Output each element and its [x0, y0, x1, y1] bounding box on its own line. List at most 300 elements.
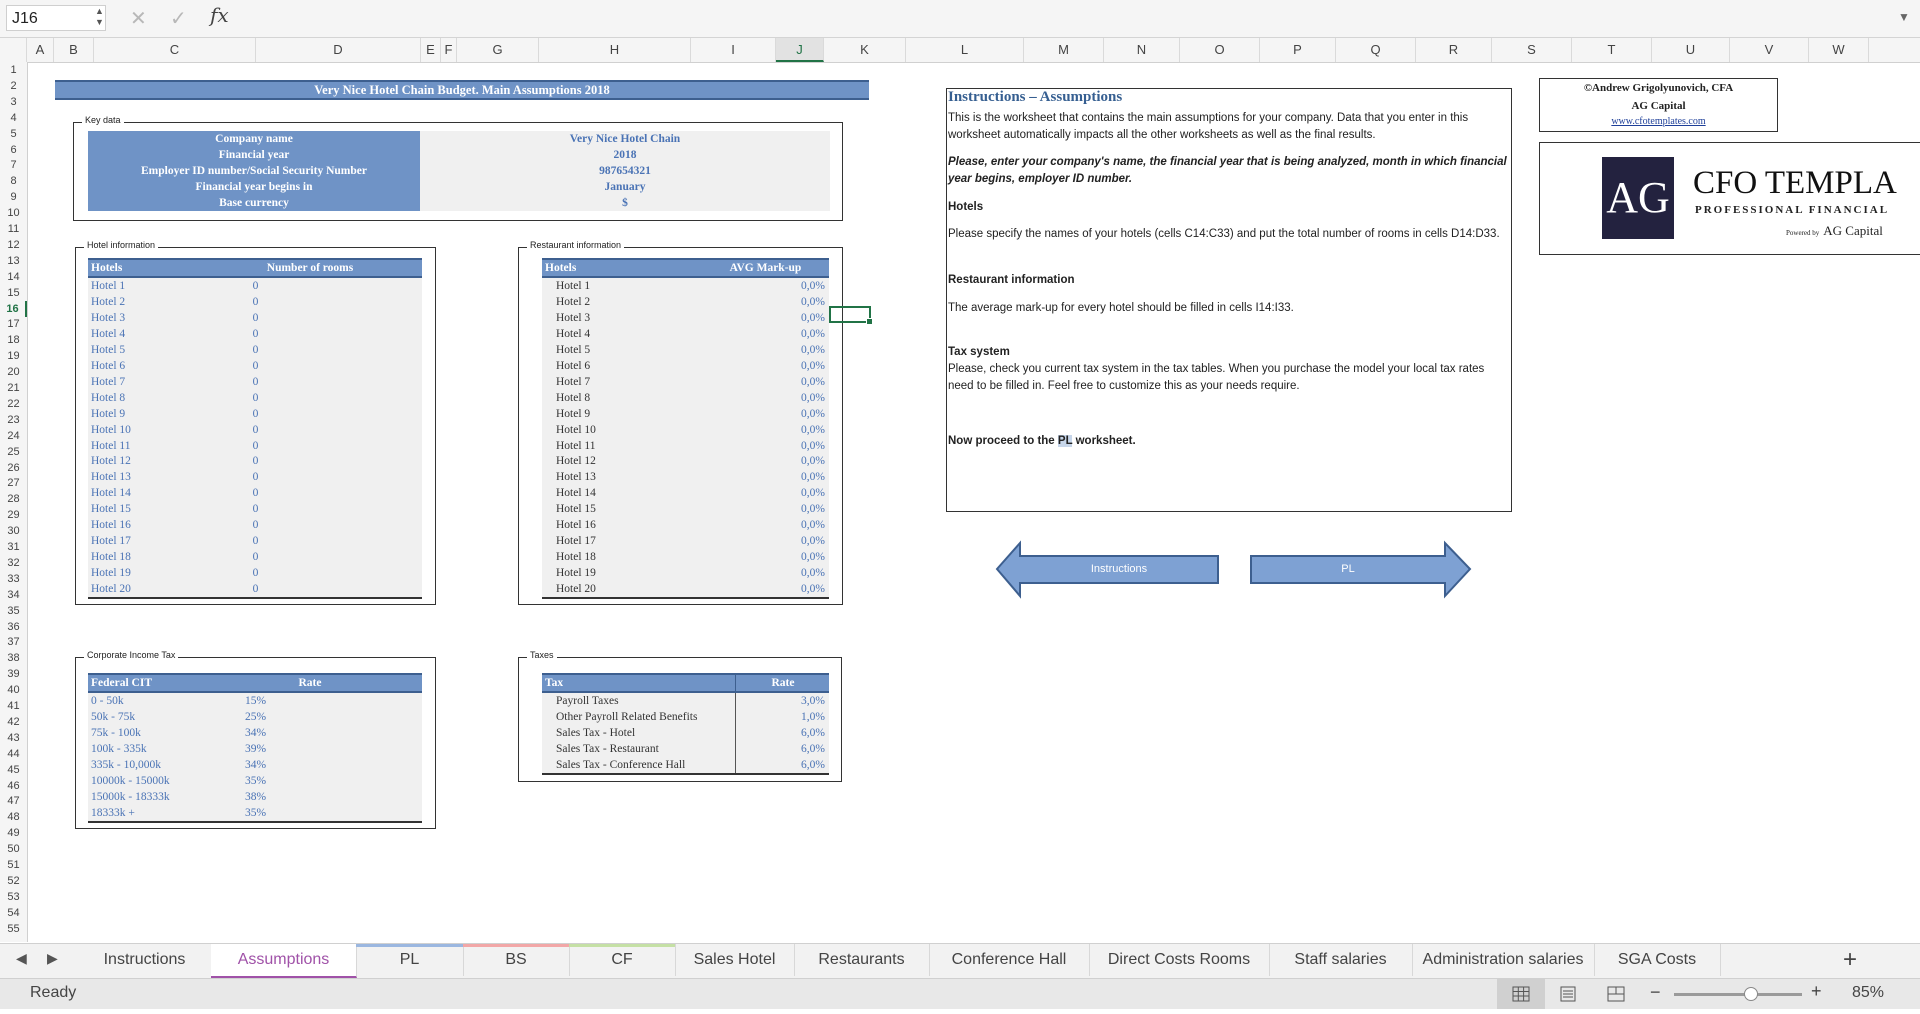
table-cell-name[interactable]: Hotel 18 — [556, 551, 596, 564]
table-cell-value[interactable]: 0,0% — [801, 423, 825, 436]
corporate-tax-label: Corporate Income Tax — [84, 650, 178, 660]
tax-text: Please, check you current tax system in the tax tables. When you purchase the model your local tax rates need to be filled in. Feel free to customize this as your needs require. — [948, 363, 1485, 392]
table-cell-name[interactable]: 15000k - 18333k — [91, 790, 170, 803]
hotel-info-header-row — [88, 258, 422, 278]
row-header-4[interactable]: 4 — [10, 111, 17, 124]
table-cell-value[interactable]: 0 — [252, 487, 259, 500]
table-cell-name[interactable]: Hotel 5 — [91, 343, 126, 356]
table-cell-divider — [735, 741, 736, 757]
table-cell-value[interactable]: 0 — [252, 375, 259, 388]
key-data-value-cell[interactable]: 987654321 — [420, 163, 830, 179]
table-cell-name[interactable]: 335k - 10,000k — [91, 758, 161, 771]
row-header-30[interactable]: 30 — [7, 525, 20, 538]
table-cell-value[interactable]: 0 — [252, 423, 259, 436]
column-header-u[interactable]: U — [1652, 38, 1730, 62]
zoom-slider-thumb[interactable] — [1744, 987, 1758, 1001]
table-cell-value[interactable]: 0 — [252, 295, 259, 308]
table-cell-name[interactable]: Hotel 12 — [556, 455, 596, 468]
row-header-10[interactable]: 10 — [7, 207, 20, 220]
table-row — [542, 358, 829, 374]
table-cell-value[interactable]: 0 — [252, 471, 259, 484]
table-row — [542, 757, 829, 773]
row-header-1[interactable]: 1 — [10, 64, 17, 76]
column-header-f[interactable]: F — [441, 38, 457, 62]
table-cell-value[interactable]: 0 — [252, 455, 259, 468]
key-data-table — [88, 131, 830, 211]
table-cell-name[interactable]: Hotel 19 — [91, 567, 131, 580]
row-header-50[interactable]: 50 — [7, 843, 20, 856]
table-cell-name[interactable]: Hotel 19 — [556, 567, 596, 580]
table-cell-name[interactable]: Hotel 3 — [91, 311, 126, 324]
row-header-6[interactable]: 6 — [10, 143, 17, 156]
table-cell-name[interactable]: Hotel 20 — [91, 583, 131, 596]
table-cell-value[interactable]: 6,0% — [801, 758, 825, 771]
key-data-value-cell[interactable]: January — [420, 179, 830, 195]
column-header-d[interactable]: D — [256, 38, 421, 62]
row-header-41[interactable]: 41 — [7, 700, 20, 712]
table-cell-value[interactable]: 1,0% — [801, 710, 825, 723]
table-cell-value[interactable]: 0,0% — [801, 280, 825, 292]
column-header-t[interactable]: T — [1572, 38, 1652, 62]
sheet-tab-conference-hall[interactable] — [929, 944, 1090, 976]
sheet-tab-pl[interactable] — [356, 944, 464, 976]
key-data-value-cell[interactable]: $ — [420, 195, 830, 211]
table-cell-value[interactable]: 0 — [252, 407, 259, 420]
table-row — [542, 294, 829, 310]
row-header-52[interactable]: 52 — [7, 874, 20, 887]
table-cell-name[interactable]: 100k - 335k — [91, 742, 147, 755]
row-header-46[interactable]: 46 — [7, 779, 20, 792]
corporate-tax-header-col2: Rate — [298, 677, 322, 689]
table-row — [542, 326, 829, 342]
function-icon[interactable]: fx — [210, 3, 229, 27]
pl-nav-button[interactable]: PL — [1341, 563, 1355, 575]
row-header-8[interactable]: 8 — [10, 175, 17, 188]
column-header-a[interactable]: A — [27, 38, 54, 62]
row-header-42[interactable]: 42 — [7, 715, 20, 728]
row-header-9[interactable]: 9 — [10, 191, 17, 204]
column-headers — [0, 38, 1920, 63]
row-header-44[interactable]: 44 — [7, 747, 20, 760]
powered-prefix: Powered by — [1786, 229, 1820, 237]
table-row — [542, 533, 829, 549]
restaurant-text: The average mark-up for every hotel should be filled in cells I14:I33. — [948, 302, 1294, 314]
row-header-11[interactable]: 11 — [7, 223, 20, 235]
sheet-tab-label: Conference Hall — [951, 951, 1067, 968]
table-cell-value[interactable]: 3,0% — [801, 695, 825, 707]
row-header-5[interactable]: 5 — [10, 127, 17, 140]
selected-cell[interactable] — [829, 306, 871, 323]
row-header-49[interactable]: 49 — [7, 827, 20, 840]
page-layout-view-icon[interactable] — [1553, 979, 1583, 1009]
column-header-i[interactable]: I — [691, 38, 776, 62]
table-cell-name[interactable]: Hotel 12 — [91, 455, 131, 468]
next-sheet-icon[interactable]: ▶ — [47, 950, 58, 966]
sheet-tab-sga-costs[interactable] — [1594, 944, 1721, 976]
name-box-stepper-icon[interactable]: ▲ ▼ — [95, 6, 104, 27]
table-cell-name[interactable]: Hotel 1 — [91, 280, 126, 292]
column-header-n[interactable]: N — [1104, 38, 1180, 62]
table-row — [88, 406, 422, 422]
table-cell-name[interactable]: Hotel 11 — [91, 439, 131, 452]
table-cell-value[interactable]: 0 — [252, 391, 259, 404]
key-data-label-cell: Financial year — [88, 147, 420, 163]
table-cell-name[interactable]: Hotel 13 — [556, 471, 596, 484]
row-header-23[interactable]: 23 — [7, 413, 20, 426]
table-row — [542, 549, 829, 565]
table-cell-name[interactable]: Other Payroll Related Benefits — [556, 710, 698, 723]
table-row — [542, 406, 829, 422]
table-cell-name[interactable]: Sales Tax - Hotel — [556, 726, 636, 739]
logo-subtitle: PROFESSIONAL FINANCIAL — [1695, 204, 1890, 216]
table-cell-name[interactable]: Payroll Taxes — [556, 695, 619, 707]
table-cell-value[interactable]: 0,0% — [801, 455, 825, 468]
sheet-tab-staff-salaries[interactable] — [1269, 944, 1413, 976]
row-header-54[interactable]: 54 — [7, 906, 20, 919]
table-row — [542, 438, 829, 454]
key-data-label-cell: Company name — [88, 131, 420, 147]
row-header-37[interactable]: 37 — [7, 636, 20, 649]
previous-sheet-icon[interactable]: ◀ — [16, 950, 27, 966]
table-cell-value[interactable]: 0,0% — [801, 343, 825, 356]
sheet-tab-restaurants[interactable] — [794, 944, 930, 976]
sheet-tab-label: CF — [611, 951, 633, 968]
restaurant-info-header-row — [542, 258, 829, 278]
page-break-view-icon[interactable] — [1600, 979, 1630, 1009]
zoom-in-icon[interactable]: + — [1811, 981, 1822, 1001]
row-header-16[interactable]: 16 — [0, 301, 27, 317]
row-header-33[interactable]: 33 — [7, 572, 20, 585]
table-cell-name[interactable]: 18333k + — [91, 806, 135, 819]
zoom-level[interactable]: 85% — [1852, 984, 1885, 1001]
row-header-29[interactable]: 29 — [7, 509, 20, 522]
column-header-b[interactable]: B — [54, 38, 94, 62]
table-cell-value[interactable]: 38% — [244, 790, 267, 803]
row-header-12[interactable]: 12 — [7, 238, 20, 251]
table-cell-value[interactable]: 34% — [244, 726, 267, 739]
table-cell-value[interactable]: 0,0% — [801, 311, 825, 324]
instructions-nav-button[interactable]: Instructions — [1090, 563, 1148, 575]
table-cell-name[interactable]: Hotel 16 — [556, 519, 596, 532]
table-cell-value[interactable]: 0 — [252, 519, 259, 532]
key-data-label-cell: Base currency — [88, 195, 420, 211]
table-cell-name[interactable]: Hotel 8 — [91, 391, 126, 404]
table-cell-name[interactable]: 50k - 75k — [91, 710, 136, 723]
table-cell-name[interactable]: Hotel 10 — [91, 423, 131, 436]
row-header-40[interactable]: 40 — [7, 684, 20, 697]
row-header-45[interactable]: 45 — [7, 763, 20, 776]
name-box[interactable]: J16 — [6, 5, 106, 31]
table-row — [88, 374, 422, 390]
table-cell-name[interactable]: Hotel 7 — [91, 375, 126, 388]
ag-monogram-logo: AG — [1602, 157, 1674, 239]
hotel-info-table — [88, 258, 422, 596]
key-data-value-cell[interactable]: 2018 — [420, 147, 830, 163]
sheet-tab-assumptions[interactable] — [211, 944, 357, 978]
table-cell-value[interactable]: 0 — [252, 551, 259, 564]
table-cell-name[interactable]: 0 - 50k — [91, 695, 124, 707]
table-cell-name[interactable]: Hotel 2 — [556, 295, 591, 308]
hotel-info-header-col2: Number of rooms — [266, 262, 354, 274]
row-header-15[interactable]: 15 — [7, 286, 20, 299]
table-row — [88, 422, 422, 438]
row-header-22[interactable]: 22 — [7, 397, 20, 410]
table-cell-value[interactable]: 0 — [252, 583, 259, 596]
table-row — [542, 725, 829, 741]
expand-formula-bar-icon[interactable]: ▼ — [1898, 10, 1910, 24]
pl-link[interactable]: PL — [1057, 435, 1073, 447]
formula-input[interactable] — [245, 4, 1885, 32]
table-cell-value[interactable]: 0,0% — [801, 583, 825, 596]
table-cell-name[interactable]: Hotel 9 — [91, 407, 126, 420]
column-header-j[interactable]: J — [776, 38, 824, 62]
sheet-tab-label: Administration salaries — [1422, 951, 1584, 968]
sheet-tab-label: PL — [399, 951, 420, 968]
table-cell-value[interactable]: 0,0% — [801, 551, 825, 564]
row-header-20[interactable]: 20 — [7, 366, 20, 379]
table-cell-name[interactable]: Hotel 6 — [91, 359, 126, 372]
table-cell-name[interactable]: Hotel 4 — [556, 327, 591, 340]
hotel-info-bottom-border — [88, 597, 422, 599]
row-header-38[interactable]: 38 — [7, 652, 20, 665]
fill-handle[interactable] — [866, 318, 873, 325]
status-text: Ready — [30, 984, 77, 1001]
table-cell-value[interactable]: 0,0% — [801, 327, 825, 340]
column-header-l[interactable]: L — [906, 38, 1024, 62]
restaurant-info-table — [542, 258, 829, 596]
row-header-43[interactable]: 43 — [7, 731, 20, 744]
table-cell-value[interactable]: 34% — [244, 758, 267, 771]
row-header-35[interactable]: 35 — [7, 604, 20, 617]
table-cell-name[interactable]: Hotel 18 — [91, 551, 131, 564]
table-cell-name[interactable]: Hotel 3 — [556, 311, 591, 324]
table-cell-value[interactable]: 6,0% — [801, 726, 825, 739]
table-cell-value[interactable]: 0,0% — [801, 535, 825, 548]
table-cell-value[interactable]: 35% — [244, 806, 267, 819]
powered-name: AG Capital — [1823, 223, 1883, 238]
table-cell-value[interactable]: 0 — [252, 359, 259, 372]
row-header-48[interactable]: 48 — [7, 811, 20, 824]
proceed-suffix: worksheet. — [1072, 435, 1136, 447]
table-cell-value[interactable]: 0,0% — [801, 471, 825, 484]
table-cell-value[interactable]: 0 — [252, 567, 259, 580]
key-data-value-cell[interactable]: Very Nice Hotel Chain — [420, 131, 830, 147]
table-row — [542, 565, 829, 581]
hotel-info-label: Hotel information — [84, 240, 158, 250]
table-cell-name[interactable]: Hotel 9 — [556, 407, 591, 420]
table-row — [88, 326, 422, 342]
sheet-tab-label: Assumptions — [237, 951, 330, 968]
table-cell-name[interactable]: Hotel 4 — [91, 327, 126, 340]
table-cell-name[interactable]: Hotel 11 — [556, 439, 596, 452]
table-row — [542, 501, 829, 517]
table-row — [88, 469, 422, 485]
table-cell-value[interactable]: 6,0% — [801, 742, 825, 755]
sheet-tab-direct-costs-rooms[interactable] — [1089, 944, 1270, 976]
table-cell-name[interactable]: 10000k - 15000k — [91, 774, 170, 787]
table-cell-value[interactable]: 0,0% — [801, 407, 825, 420]
table-row — [542, 374, 829, 390]
row-header-28[interactable]: 28 — [7, 493, 20, 506]
table-cell-name[interactable]: 75k - 100k — [91, 726, 141, 739]
table-cell-value[interactable]: 0,0% — [801, 359, 825, 372]
table-row — [88, 485, 422, 501]
table-cell-name[interactable]: Hotel 5 — [556, 343, 591, 356]
row-header-27[interactable]: 27 — [7, 477, 20, 490]
row-header-18[interactable]: 18 — [7, 334, 20, 347]
table-row — [542, 453, 829, 469]
table-cell-name[interactable]: Hotel 15 — [91, 503, 131, 516]
table-cell-name[interactable]: Hotel 13 — [91, 471, 131, 484]
row-header-51[interactable]: 51 — [7, 859, 20, 871]
tab-color-strip — [569, 944, 675, 947]
column-header-w[interactable]: W — [1809, 38, 1869, 62]
table-cell-value[interactable]: 0,0% — [801, 439, 825, 452]
column-header-p[interactable]: P — [1260, 38, 1336, 62]
sheet-tab-sales-hotel[interactable] — [675, 944, 795, 976]
table-row — [88, 501, 422, 517]
table-cell-name[interactable]: Hotel 14 — [556, 487, 596, 500]
column-header-g[interactable]: G — [457, 38, 539, 62]
row-header-19[interactable]: 19 — [7, 350, 20, 363]
row-header-53[interactable]: 53 — [7, 890, 20, 903]
row-header-39[interactable]: 39 — [7, 668, 20, 681]
table-cell-value[interactable]: 0 — [252, 280, 259, 292]
sheet-tab-instructions[interactable] — [78, 944, 212, 976]
table-cell-value[interactable]: 15% — [244, 695, 267, 707]
table-cell-value[interactable]: 0 — [252, 439, 259, 452]
table-cell-value[interactable]: 0 — [252, 343, 259, 356]
restaurant-info-bottom-border — [542, 597, 829, 599]
table-cell-name[interactable]: Hotel 1 — [556, 280, 591, 292]
sheet-tab-label: Sales Hotel — [693, 951, 776, 968]
normal-view-button[interactable] — [1497, 979, 1545, 1009]
table-row — [88, 581, 422, 597]
table-cell-value[interactable]: 0,0% — [801, 375, 825, 388]
column-header-k[interactable]: K — [824, 38, 906, 62]
row-header-36[interactable]: 36 — [7, 620, 20, 633]
table-cell-value[interactable]: 25% — [244, 710, 267, 723]
taxes-header-row — [542, 673, 829, 693]
column-header-c[interactable]: C — [94, 38, 256, 62]
table-cell-name[interactable]: Hotel 15 — [556, 503, 596, 516]
table-cell-name[interactable]: Hotel 17 — [91, 535, 131, 548]
table-cell-name[interactable]: Hotel 6 — [556, 359, 591, 372]
sheet-tab-bar — [0, 943, 1920, 978]
table-row — [88, 358, 422, 374]
website-link[interactable]: www.cfotemplates.com — [1611, 116, 1706, 127]
column-header-v[interactable]: V — [1730, 38, 1809, 62]
table-cell-name[interactable]: Hotel 10 — [556, 423, 596, 436]
restaurant-heading: Restaurant information — [948, 274, 1075, 286]
column-header-q[interactable]: Q — [1336, 38, 1416, 62]
column-header-r[interactable]: R — [1416, 38, 1492, 62]
table-row — [88, 453, 422, 469]
row-header-31[interactable]: 31 — [7, 541, 20, 553]
row-header-24[interactable]: 24 — [7, 429, 20, 442]
logo-box — [1539, 142, 1920, 255]
table-row — [542, 517, 829, 533]
sheet-title: Very Nice Hotel Chain Budget. Main Assumptions 2018 — [55, 80, 869, 100]
table-cell-name[interactable]: Hotel 17 — [556, 535, 596, 548]
row-header-26[interactable]: 26 — [7, 461, 20, 474]
instructions-title: Instructions – Assumptions — [948, 89, 1123, 105]
row-header-25[interactable]: 25 — [7, 445, 20, 458]
row-header-14[interactable]: 14 — [7, 270, 20, 283]
status-bar — [0, 978, 1920, 1009]
row-header-3[interactable]: 3 — [10, 95, 17, 108]
table-cell-value[interactable]: 0,0% — [801, 487, 825, 500]
table-cell-value[interactable]: 35% — [244, 774, 267, 787]
taxes-header-divider — [735, 675, 736, 691]
column-header-e[interactable]: E — [421, 38, 441, 62]
row-headers — [0, 62, 28, 942]
table-row — [88, 549, 422, 565]
column-header-s[interactable]: S — [1492, 38, 1572, 62]
sheet-tab-bs[interactable] — [463, 944, 570, 976]
column-header-o[interactable]: O — [1180, 38, 1260, 62]
row-header-47[interactable]: 47 — [7, 795, 20, 808]
row-header-34[interactable]: 34 — [7, 588, 20, 601]
table-row — [88, 805, 422, 821]
row-header-13[interactable]: 13 — [7, 254, 20, 267]
table-cell-value[interactable]: 0 — [252, 311, 259, 324]
table-cell-name[interactable]: Sales Tax - Restaurant — [556, 742, 659, 755]
instructions-enter-note: Please, enter your company's name, the financial year that is being analyzed, month in which financial year begins, employer ID number. — [948, 156, 1507, 185]
select-all-corner[interactable] — [0, 38, 27, 62]
table-cell-name[interactable]: Hotel 8 — [556, 391, 591, 404]
table-row — [542, 422, 829, 438]
instructions-intro: This is the worksheet that contains the main assumptions for your company. Data that you enter in this worksheet automatically impacts all the other worksheets as well as the final results. — [948, 112, 1469, 141]
table-cell-value[interactable]: 0 — [252, 535, 259, 548]
sheet-tab-cf[interactable] — [569, 944, 676, 976]
table-row — [88, 773, 422, 789]
row-header-17[interactable]: 17 — [7, 318, 20, 331]
enter-icon[interactable]: ✓ — [170, 8, 187, 30]
table-row — [542, 581, 829, 597]
table-cell-value[interactable]: 0,0% — [801, 391, 825, 404]
table-cell-name[interactable]: Hotel 20 — [556, 583, 596, 596]
table-cell-name[interactable]: Hotel 14 — [91, 487, 131, 500]
column-header-h[interactable]: H — [539, 38, 691, 62]
row-header-32[interactable]: 32 — [7, 556, 20, 569]
row-header-2[interactable]: 2 — [10, 79, 17, 92]
row-header-55[interactable]: 55 — [7, 922, 20, 935]
table-cell-name[interactable]: Hotel 7 — [556, 375, 591, 388]
table-cell-value[interactable]: 39% — [244, 742, 267, 755]
table-cell-value[interactable]: 0,0% — [801, 567, 825, 580]
table-cell-name[interactable]: Hotel 16 — [91, 519, 131, 532]
table-cell-name[interactable]: Hotel 2 — [91, 295, 126, 308]
row-header-7[interactable]: 7 — [10, 159, 17, 172]
table-cell-value[interactable]: 0,0% — [801, 519, 825, 532]
zoom-slider[interactable] — [1674, 993, 1802, 996]
cancel-icon[interactable]: ✕ — [130, 8, 147, 30]
table-cell-value[interactable]: 0,0% — [801, 295, 825, 308]
table-cell-value[interactable]: 0 — [252, 327, 259, 340]
zoom-out-icon[interactable]: − — [1650, 982, 1661, 1002]
table-cell-divider — [735, 725, 736, 741]
table-cell-name[interactable]: Sales Tax - Conference Hall — [556, 758, 686, 771]
table-cell-value[interactable]: 0,0% — [801, 503, 825, 516]
row-header-21[interactable]: 21 — [7, 382, 20, 394]
add-sheet-icon[interactable]: + — [1843, 946, 1858, 973]
table-cell-value[interactable]: 0 — [252, 503, 259, 516]
tab-color-strip — [463, 944, 569, 947]
sheet-tab-administration-salaries[interactable] — [1412, 944, 1595, 976]
column-header-m[interactable]: M — [1024, 38, 1104, 62]
table-row — [542, 390, 829, 406]
